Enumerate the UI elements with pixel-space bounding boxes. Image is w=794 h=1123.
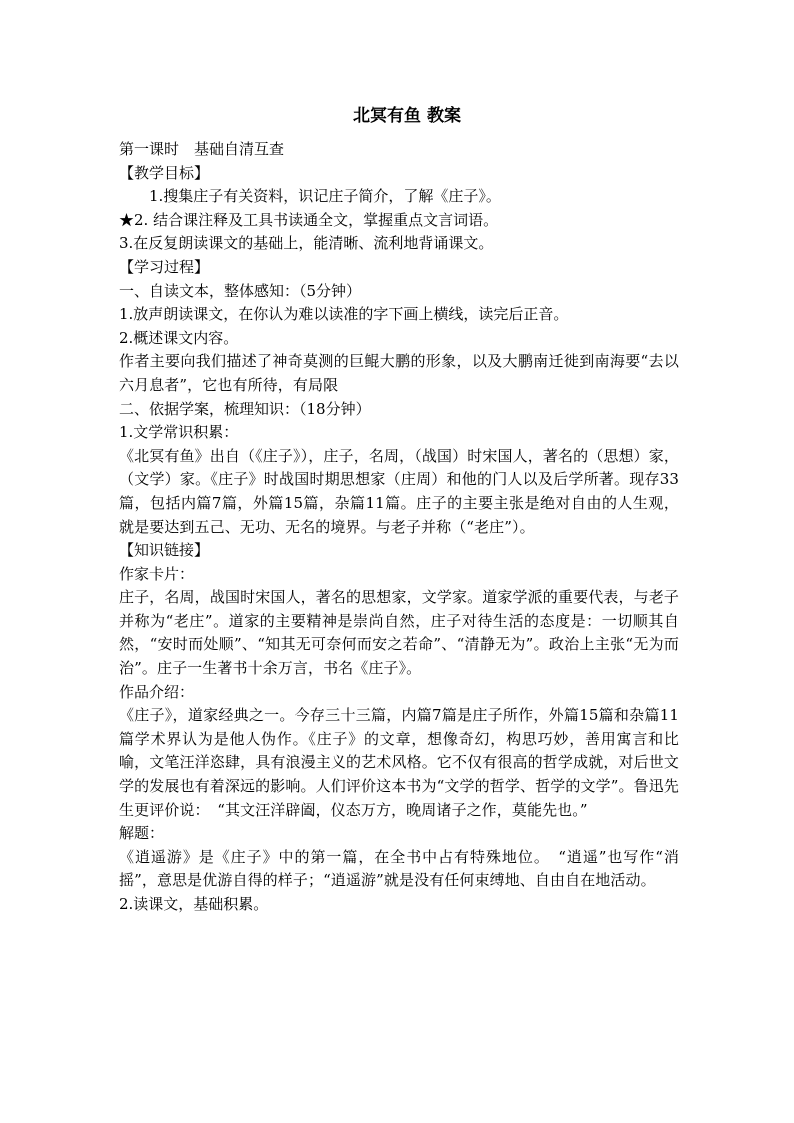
- literary-knowledge-paragraph: 《北冥有鱼》出自（《庄子》），庄子，名周，（战国）时宋国人，著名的（思想）家，（文学）家。《庄子》时战国时期思想家（庄周）和他的门人以及后学所著。现存33篇，包括内篇7篇，外篇15篇，杂篇11篇。庄子的主要主张是绝对自由的人生观，就是要达到五己、无功、无名的境界。与老子并称（“老庄”）。: [119, 446, 679, 536]
- step-item-literary-knowledge: 1.文学常识积累：: [119, 423, 239, 442]
- step-item-read-aloud: 1.放声朗读课文，在你认为难以读准的字下画上横线，读完后正音。: [119, 305, 569, 324]
- step-item-read-text: 2.读课文，基础积累。: [119, 895, 269, 913]
- author-card-paragraph: 庄子，名周，战国时宋国人，著名的思想家，文学家。道家学派的重要代表，与老子并称为“老庄”。道家的主要精神是崇尚自然，庄子对待生活的态度是：一切顺其自然，“安时而处顺”、“知其无可奈何而安之若命”、“清静无为”。政治上主张“无为而治”。庄子一生著书十余万言，书名《庄子》。: [119, 588, 679, 678]
- goal-item-2: ★2. 结合课注释及工具书读通全文，掌握重点文言词语。: [119, 210, 499, 229]
- document-page: [119, 104, 679, 917]
- goal-item-1: 1.搜集庄子有关资料，识记庄子简介，了解《庄子》。: [149, 187, 501, 206]
- lesson-period-heading: 第一课时 基础自清互查: [119, 140, 285, 158]
- author-card-heading: 作家卡片：: [119, 564, 195, 583]
- section-knowledge-link: 【知识链接】: [119, 541, 210, 560]
- step-self-reading: 一、自读文本，整体感知：（5分钟）: [119, 281, 362, 300]
- work-intro-paragraph: 《庄子》，道家经典之一。今存三十三篇，内篇7篇是庄子所作，外篇15篇和杂篇11篇学术界认为是他人伪作。《庄子》的文章，想像奇幻，构思巧妙，善用寓言和比喻，文笔汪洋恣肆，具有浪漫主义的艺术风格。它不仅有很高的哲学成就，对后世文学的发展也有着深远的影响。人们评价这本书为“文学的哲学、哲学的文学”。鲁迅先生更评价说： “其文汪洋辟阖，仪态万方，晚周诸子之作，莫能先也。”: [119, 706, 679, 819]
- summary-paragraph: 作者主要向我们描述了神奇莫测的巨鲲大鹏的形象，以及大鹏南迁徙到南海要“去以六月息者”，它也有所待，有局限: [119, 352, 679, 394]
- step-item-summary: 2.概述课文内容。: [119, 328, 239, 347]
- step-knowledge-review: 二、依据学案，梳理知识：（18分钟）: [119, 399, 371, 418]
- goal-item-3: 3.在反复朗读课文的基础上，能清晰、流利地背诵课文。: [119, 234, 494, 253]
- section-learning-process: 【学习过程】: [119, 257, 210, 276]
- title-explanation-paragraph: 《逍遥游》是《庄子》中的第一篇，在全书中占有特殊地位。 “逍遥”也写作“消摇”，意思是优游自得的样子；“逍遥游”就是没有任何束缚地、自由自在地活动。: [119, 847, 679, 890]
- title-explanation-heading: 解题：: [119, 824, 165, 843]
- work-intro-heading: 作品介绍：: [119, 682, 195, 701]
- document-body: [119, 138, 679, 917]
- section-teaching-goals: 【教学目标】: [119, 163, 210, 182]
- document-title: 北冥有鱼 教案: [353, 106, 461, 126]
